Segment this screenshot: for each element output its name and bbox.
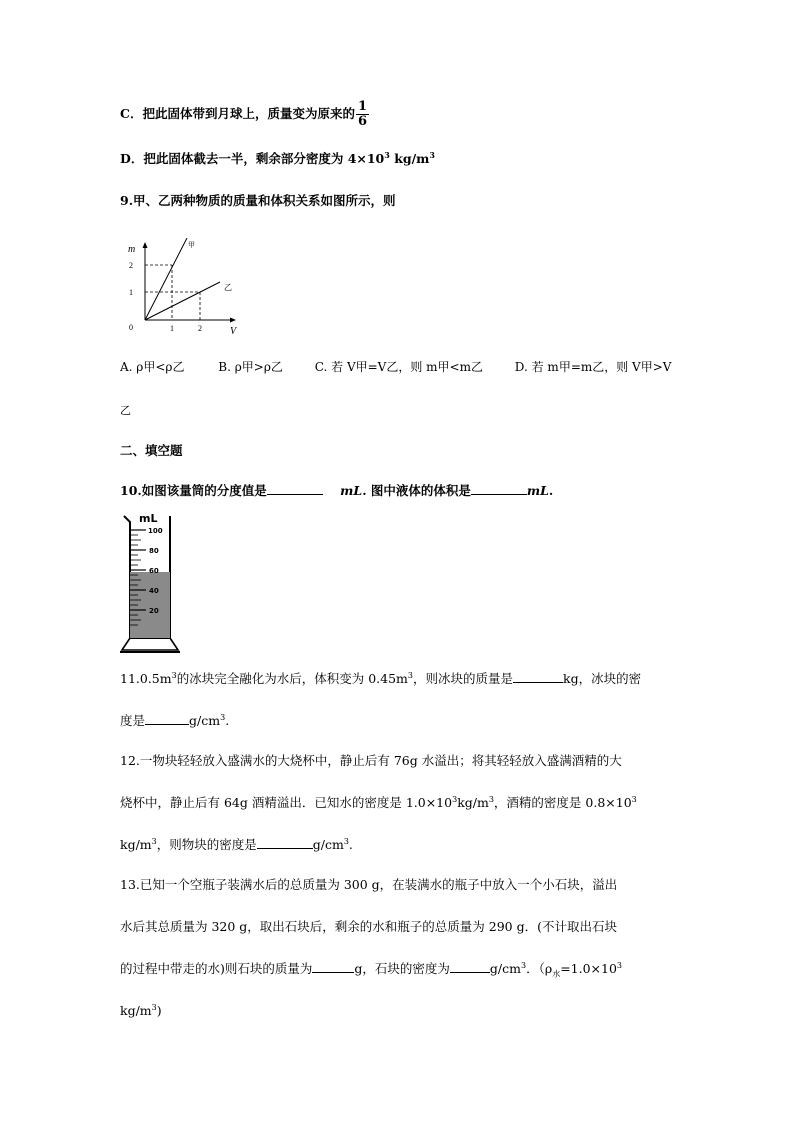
q10-text-b: . 图中液体的体积是 (362, 483, 471, 498)
q12-line-2 (120, 794, 637, 812)
cylinder-unit: mL (139, 512, 158, 525)
exponent: 3 (407, 670, 413, 680)
q9-stem: 9.甲、乙两种物质的质量和体积关系如图所示，则 (120, 193, 396, 208)
q12-text: kg/m (120, 837, 152, 852)
q9-option-d: D. 若 m甲=m乙，则 V甲>V (514, 360, 672, 374)
q10-text-a: 10.如图该量筒的分度值是 (120, 483, 267, 498)
fraction-numerator: 1 (357, 99, 367, 114)
q12-text: ，酒精的密度是 0.8×10 (493, 795, 632, 810)
q12-text: 烧杯中，静止后有 64g 酒精溢出．已知水的密度是 1.0×10 (120, 795, 453, 810)
q13-text: g，石块的密度为 (354, 961, 450, 976)
answer-blank (145, 712, 189, 725)
q13-line-1: 13.已知一个空瓶子装满水后的总质量为 300 g，在装满水的瓶子中放入一个小石块，溢出 (120, 877, 618, 892)
exponent: 3 (151, 836, 157, 846)
q12-text: g/cm (312, 837, 344, 852)
q13-text: =1.0×10 (560, 961, 617, 976)
exponent: 3 (452, 794, 458, 804)
subscript: 水 (552, 969, 561, 979)
q10-stem (120, 482, 553, 500)
tick-label-40: 40 (149, 587, 159, 595)
q10-end: . (548, 483, 554, 498)
y-axis-label: m (128, 244, 136, 255)
line-jia (145, 238, 187, 320)
q11-text: 度是 (120, 713, 146, 728)
q13-text: ．（ρ (526, 961, 553, 976)
fraction-denominator: 6 (357, 114, 367, 129)
q9-option-d-wrap: 乙 (120, 404, 131, 417)
unit: kg/m (389, 151, 430, 166)
line-jia-label: 甲 (188, 241, 195, 249)
exponent: 3 (631, 794, 637, 804)
answer-blank (513, 670, 563, 683)
fraction-one-sixth (356, 100, 369, 129)
q12-line-3 (120, 836, 353, 854)
q12-text: . (348, 837, 353, 852)
y-tick-1: 1 (129, 288, 133, 297)
q8-option-d-text: D．把此固体截去一半，剩余部分密度为 4×10 (120, 151, 385, 166)
unit-ml: mL (340, 483, 363, 498)
mass-volume-graph (120, 238, 250, 338)
q11-line-1 (120, 670, 641, 688)
q13-text: g/cm (489, 961, 521, 976)
q9-option-c: C. 若 V甲=V乙，则 m甲<m乙 (314, 360, 483, 374)
exponent: 3 (429, 149, 435, 160)
q11-text: . (225, 713, 230, 728)
tick-label-80: 80 (149, 547, 159, 555)
q11-text: 的冰块完全融化为水后，体积变为 0.45m (176, 671, 408, 686)
q11-text: ，则冰块的质量是 (412, 671, 513, 686)
answer-blank (471, 482, 527, 495)
exponent: 3 (520, 960, 527, 970)
q13-text: 的过程中带走的水)则石块的质量为 (120, 961, 313, 976)
exponent: 3 (220, 712, 226, 722)
x-tick-1: 1 (170, 324, 174, 333)
exponent: 3 (616, 960, 623, 970)
q12-text: kg/m (457, 795, 489, 810)
answer-blank (257, 836, 313, 849)
answer-blank (450, 960, 490, 973)
q12-line-1: 12.一物块轻轻放入盛满水的大烧杯中，静止后有 76g 水溢出；将其轻轻放入盛满酒精的大 (120, 753, 622, 768)
answer-blank (267, 482, 323, 495)
line-yi-label: 乙 (224, 283, 232, 292)
q13-line-4 (120, 1002, 162, 1020)
q8-option-c-text: C．把此固体带到月球上，质量变为原来的 (120, 106, 355, 121)
q13-line-2: 水后其总质量为 320 g，取出石块后，剩余的水和瓶子的总质量为 290 g．(不计取出石块 (120, 919, 617, 934)
graduated-cylinder (118, 510, 180, 658)
cylinder-base (122, 638, 178, 650)
q8-option-d (120, 150, 435, 168)
x-axis-arrow (230, 318, 236, 323)
x-axis-label: V (230, 326, 237, 337)
exponent: 3 (384, 149, 390, 160)
x-tick-2: 2 (198, 324, 202, 333)
q11-text: g/cm (189, 713, 221, 728)
q11-text: 11.0.5m (120, 671, 172, 686)
tick-label-60: 60 (149, 567, 159, 575)
y-axis-arrow (143, 242, 148, 248)
q9-option-a: A. ρ甲<ρ乙 (120, 360, 185, 374)
q13-line-3 (120, 960, 622, 978)
q9-option-b: B. ρ甲>ρ乙 (218, 360, 283, 374)
q9-options (120, 358, 671, 376)
line-yi (145, 282, 220, 320)
q12-text: ，则物块的密度是 (156, 837, 257, 852)
origin-label: 0 (129, 323, 133, 332)
q13-text: ) (156, 1003, 162, 1018)
q8-option-c (120, 100, 369, 129)
y-tick-2: 2 (129, 261, 133, 270)
exponent: 3 (343, 836, 349, 846)
exponent: 3 (171, 670, 177, 680)
q11-text: kg，冰块的密 (563, 671, 642, 686)
exponent: 3 (151, 1002, 157, 1012)
tick-label-100: 100 (148, 527, 163, 535)
tick-label-20: 20 (149, 607, 159, 615)
q13-text: kg/m (120, 1003, 152, 1018)
exponent: 3 (488, 794, 494, 804)
unit-ml: mL (526, 483, 549, 498)
q11-line-2 (120, 712, 229, 730)
answer-blank (312, 960, 354, 973)
section-title: 二、填空题 (120, 443, 183, 458)
